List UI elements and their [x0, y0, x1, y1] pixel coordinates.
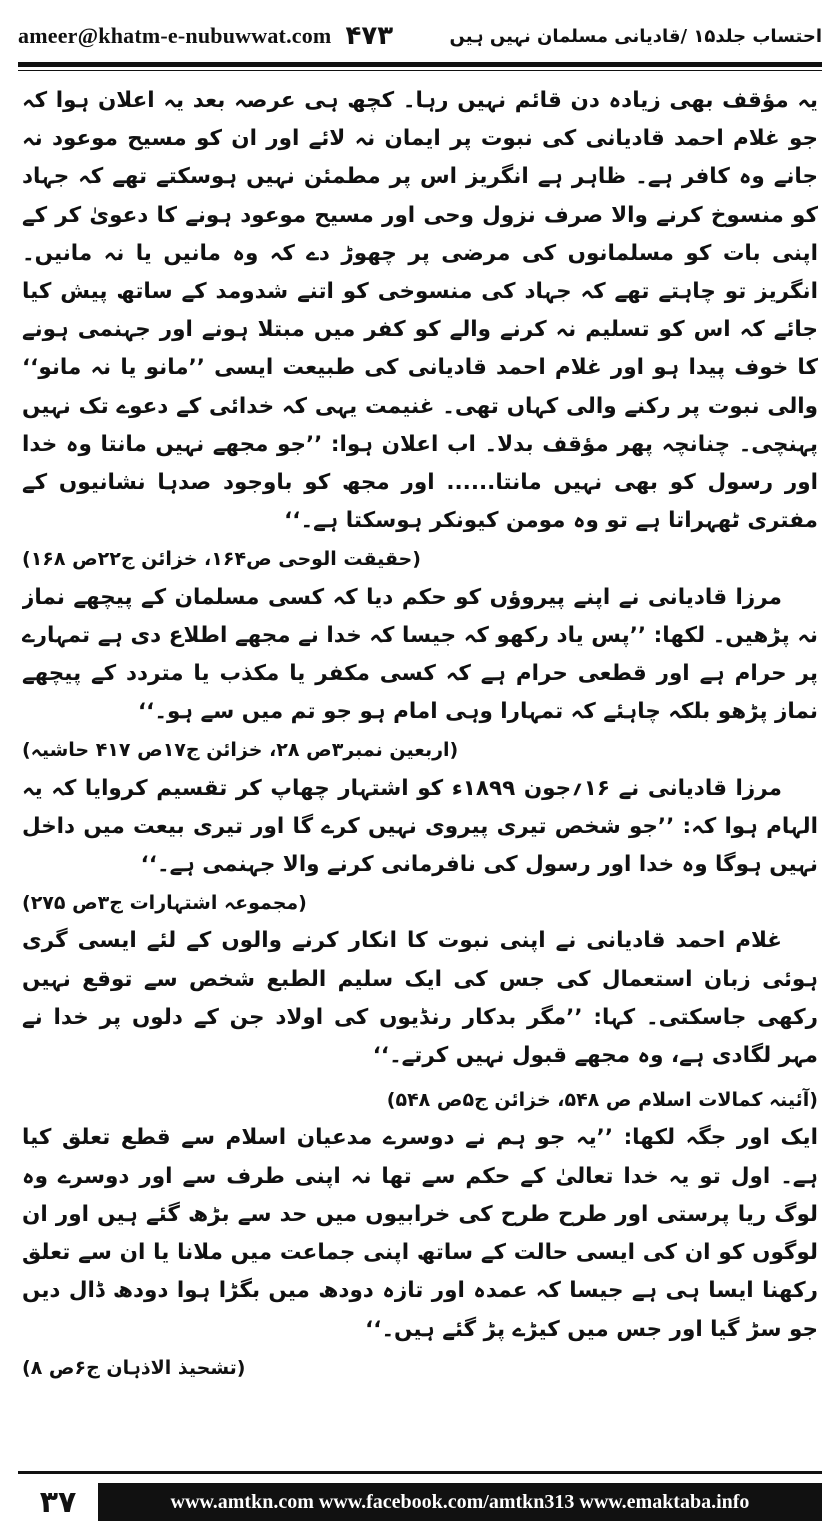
page-header [18, 14, 822, 58]
reference-1: (حقیقت الوحی ص۱۶۴، خزائن ج۲۲ص ۱۶۸) [22, 548, 421, 571]
paragraph-1: یہ مؤقف بھی زیادہ دن قائم نہیں رہا۔ کچھ ہی عرصہ بعد یہ اعلان ہوا کہ جو غلام احمد قادیانی کی نبوت پر ایمان نہ لائے اور ان کو مسیح موعود نہ جانے وہ کافر ہے۔ ظاہر ہے انگریز اس پر مطمئن نہیں ہوسکتے تھے کہ جہاد کو منسوخ کرنے والا صرف نزول وحی اور مسیح موعود ہونے کا دعویٰ کر کے اپنی بات کو مسلمانوں کی مرضی پر چھوڑ دے کہ وہ مانیں یا نہ مانیں۔ انگریز تو چاہتے تھے کہ جہاد کی منسوخی کو اتنے شدومد کے ساتھ پیش کیا جائے کہ اس کو تسلیم نہ کرنے والے کو کفر میں مبتلا ہونے اور جہنمی ہونے کا خوف پیدا ہو اور غلام احمد قادیانی کی طبیعت ایسی ’’مانو یا نہ مانو‘‘ والی نبوت پر رکنے والی کہاں تھی۔ غنیمت یہی کہ خدائی کے دعوے تک نہیں پہنچی۔ چنانچہ پھر مؤقف بدلا۔ اب اعلان ہوا: ’’جو مجھے نہیں مانتا وہ خدا اور رسول کو بھی نہیں مانتا...... اور مجھ کو باوجود صدہا نشانیوں کے مفتری ٹھہراتا ہے تو وہ مومن کیونکر ہوسکتا ہے۔‘‘ [22, 88, 818, 534]
reference-4: (آئینہ کمالات اسلام ص ۵۴۸، خزائن ج۵ص ۵۴۸) [386, 1089, 818, 1112]
header-rule-thick [18, 62, 822, 67]
paragraph-4: غلام احمد قادیانی نے اپنی نبوت کا انکار کرنے والوں کے لئے ایسی گری ہوئی زبان استعمال کی جس کی ایک سلیم الطبع شخص سے توقع نہیں رکھی جاسکتی۔ کہا: ’’مگر بدکار رنڈیوں کی اولاد جن کے دلوں پر خدا نے مہر لگادی ہے، وہ مجھے قبول نہیں کرتے۔‘‘ [22, 928, 818, 1069]
header-rule-thin [18, 70, 822, 71]
header-page-number: ۴۷۳ [345, 21, 394, 51]
body-text [22, 82, 818, 1454]
footer-rule [18, 1471, 822, 1474]
header-left [18, 21, 393, 51]
header-title: احتساب جلد۱۵ /قادیانی مسلمان نہیں ہیں [449, 25, 822, 47]
reference-5: (تشحیذ الاذہان ج۶ص ۸) [22, 1356, 246, 1379]
paragraph-3: مرزا قادیانی نے ۱۶؍جون ۱۸۹۹ء کو اشتہار چھاپ کر تقسیم کروایا کہ یہ الہام ہوا کہ: ’’جو شخص تیری پیروی نہیں کرے گا اور تیری بیعت میں داخل نہیں ہوگا وہ خدا اور رسول کی نافرمانی کرنے والا جہنمی ہے۔‘‘ [22, 775, 818, 878]
paragraph-5: ایک اور جگہ لکھا: ’’یہ جو ہم نے دوسرے مدعیان اسلام سے قطع تعلق کیا ہے۔ اول تو یہ خدا تعالیٰ کے حکم سے تھا نہ اپنی طرف سے اور دوسرے وہ لوگ ریا پرستی اور طرح طرح کی خرابیوں میں حد سے بڑھ گئے ہیں اور ان لوگوں کو ان کی ایسی حالت کے ساتھ اپنی جماعت میں ملانا یا ان سے تعلق رکھنا ایسا ہی ہے جیسا کہ عمدہ اور تازہ دودھ میں بگڑا ہوا دودھ ڈال دیں جو سڑ گیا اور جس میں کیڑے پڑ گئے ہیں۔‘‘ [22, 1125, 818, 1342]
paragraph-2: مرزا قادیانی نے اپنے پیروؤں کو حکم دیا کہ کسی مسلمان کے پیچھے نماز نہ پڑھیں۔ لکھا: ’’پس یاد رکھو کہ جیسا کہ خدا نے مجھے اطلاع دی ہے تمہارے پر حرام ہے اور قطعی حرام ہے کہ کسی مکفر یا مکذب یا متردد کے پیچھے نماز پڑھو بلکہ چاہئے کہ تمہارا وہی امام ہو جو تم میں سے ہو۔‘‘ [22, 584, 818, 725]
reference-2: (اربعین نمبر۳ص ۲۸، خزائن ج۱۷ص ۴۱۷ حاشیہ) [22, 739, 459, 762]
page-footer [18, 1476, 822, 1528]
header-email[interactable]: ameer@khatm-e-nubuwwat.com [18, 23, 332, 48]
footer-links[interactable]: www.amtkn.com www.facebook.com/amtkn313 www.emaktaba.info [98, 1483, 822, 1521]
footer-page-number: ۳۷ [39, 1484, 77, 1520]
reference-3: (مجموعہ اشتہارات ج۳ص ۲۷۵) [22, 892, 307, 915]
